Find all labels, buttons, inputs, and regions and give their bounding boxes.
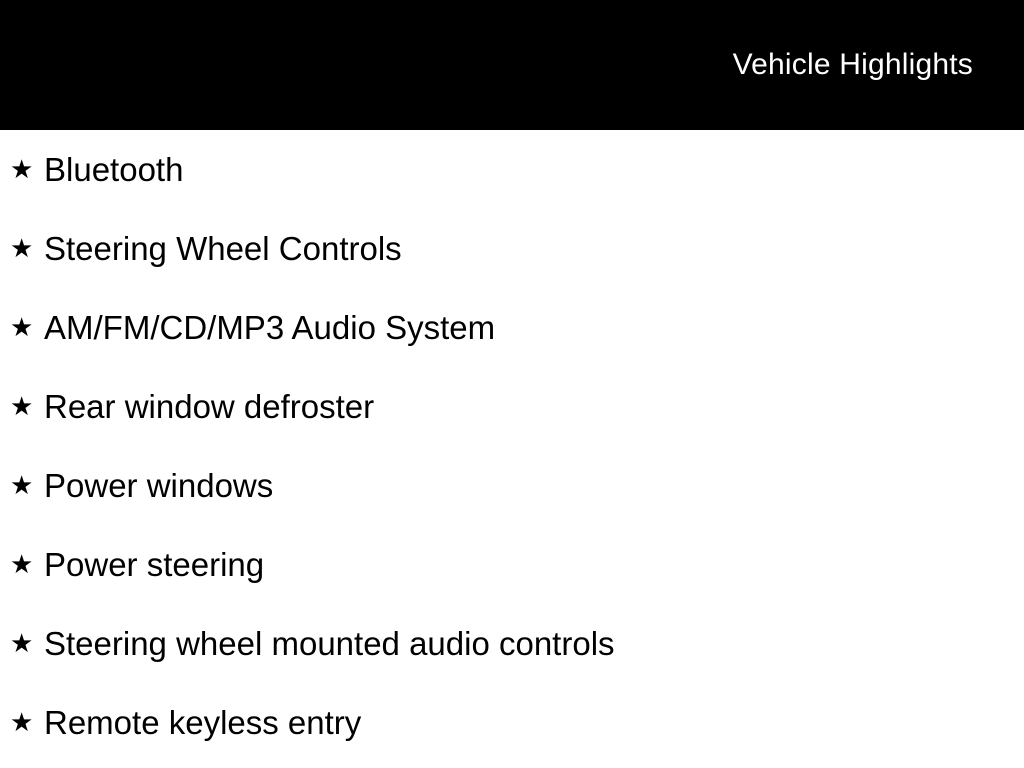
list-item-label: Power steering	[44, 545, 265, 583]
star-icon: ★	[10, 154, 34, 185]
list-item	[0, 367, 1024, 446]
list-item	[0, 446, 1024, 525]
list-item-label: Steering wheel mounted audio controls	[44, 624, 615, 662]
list-item-label: Power windows	[44, 466, 274, 504]
list-item	[0, 288, 1024, 367]
list-item	[0, 683, 1024, 762]
star-icon: ★	[10, 549, 34, 580]
list-item	[0, 604, 1024, 683]
list-item	[0, 525, 1024, 604]
star-icon: ★	[10, 470, 34, 501]
star-icon: ★	[10, 312, 34, 343]
header-bar	[0, 0, 1024, 130]
list-item	[0, 209, 1024, 288]
star-icon: ★	[10, 628, 34, 659]
star-icon: ★	[10, 707, 34, 738]
page-title: Vehicle Highlights	[732, 48, 973, 81]
list-item-label: AM/FM/CD/MP3 Audio System	[44, 308, 496, 346]
star-icon: ★	[10, 233, 34, 264]
list-item-label: Steering Wheel Controls	[44, 229, 402, 267]
list-item-label: Bluetooth	[44, 150, 184, 188]
list-item-label: Rear window defroster	[44, 387, 375, 425]
highlight-list	[0, 130, 1024, 762]
list-item	[0, 130, 1024, 209]
star-icon: ★	[10, 391, 34, 422]
list-item-label: Remote keyless entry	[44, 703, 362, 741]
